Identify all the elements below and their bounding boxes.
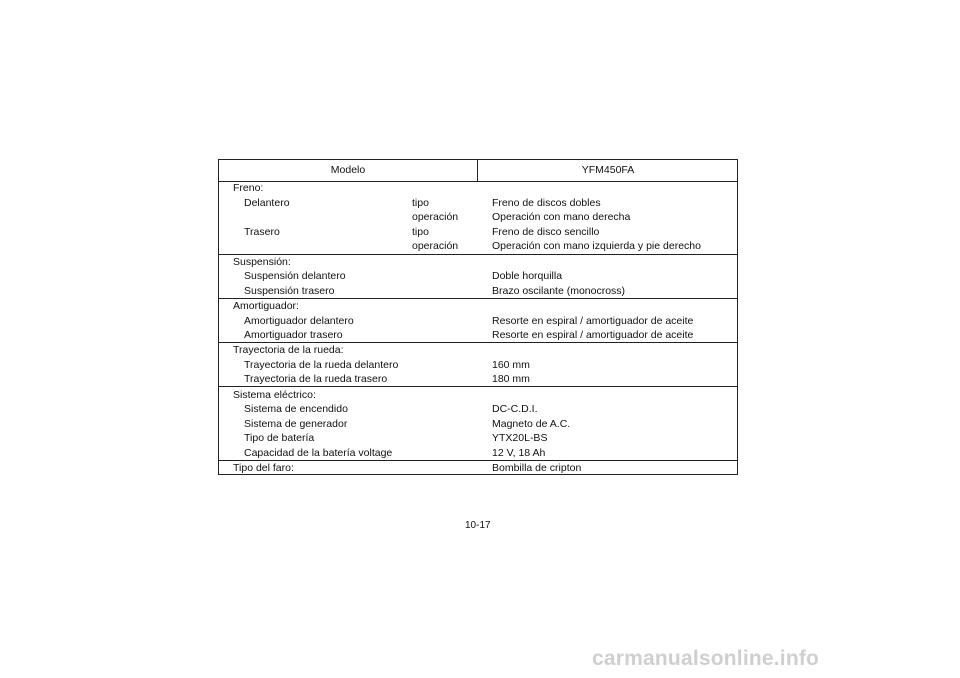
generador-label: Sistema de generador	[244, 418, 348, 430]
amortiguador-delantero-label: Amortiguador delantero	[244, 315, 354, 327]
encendido-label: Sistema de encendido	[244, 403, 348, 415]
amortiguador-title: Amortiguador:	[233, 300, 299, 312]
spec-table	[218, 159, 738, 475]
bateria-value: YTX20L-BS	[492, 432, 548, 444]
trayectoria-delantero-value: 160 mm	[492, 359, 530, 371]
electrico-divider	[219, 460, 737, 461]
trayectoria-delantero-label: Trayectoria de la rueda delantero	[244, 359, 399, 371]
suspension-trasero-label: Suspensión trasero	[244, 285, 335, 297]
freno-delantero-op-key: operación	[412, 211, 459, 223]
trayectoria-title: Trayectoria de la rueda:	[233, 344, 344, 356]
model-value: YFM450FA	[581, 164, 635, 176]
suspension-trasero-value: Brazo oscilante (monocross)	[492, 285, 626, 297]
suspension-delantero-label: Suspensión delantero	[244, 270, 346, 282]
suspension-divider	[219, 298, 737, 299]
amortiguador-delantero-value: Resorte en espiral / amortiguador de aceite	[492, 315, 694, 327]
electrico-title: Sistema eléctrico:	[233, 389, 316, 401]
freno-delantero-tipo-key: tipo	[412, 197, 429, 209]
header-divider	[219, 181, 737, 182]
freno-title: Freno:	[233, 182, 264, 194]
freno-delantero-tipo-value: Freno de discos dobles	[492, 197, 601, 209]
generador-value: Magneto de A.C.	[492, 418, 571, 430]
model-label: Modelo	[330, 164, 366, 176]
page-number: 10-17	[465, 520, 491, 531]
encendido-value: DC-C.D.I.	[492, 403, 538, 415]
trayectoria-divider	[219, 386, 737, 387]
freno-trasero-tipo-value: Freno de disco sencillo	[492, 226, 600, 238]
amortiguador-trasero-label: Amortiguador trasero	[244, 329, 343, 341]
amortiguador-divider	[219, 342, 737, 343]
suspension-title: Suspensión:	[233, 256, 291, 268]
freno-delantero-op-value: Operación con mano derecha	[492, 211, 631, 223]
faro-value: Bombilla de cripton	[492, 462, 582, 474]
capacidad-value: 12 V, 18 Ah	[492, 447, 546, 459]
capacidad-label: Capacidad de la batería voltage	[244, 447, 393, 459]
freno-trasero-tipo-key: tipo	[412, 226, 429, 238]
freno-trasero-label: Trasero	[244, 226, 280, 238]
faro-label: Tipo del faro:	[233, 462, 294, 474]
trayectoria-trasero-label: Trayectoria de la rueda trasero	[244, 373, 388, 385]
freno-divider	[219, 254, 737, 255]
suspension-delantero-value: Doble horquilla	[492, 270, 563, 282]
freno-trasero-op-value: Operación con mano izquierda y pie derecho	[492, 240, 701, 252]
bateria-label: Tipo de batería	[244, 432, 315, 444]
trayectoria-trasero-value: 180 mm	[492, 373, 530, 385]
watermark: carmanualsonline.info	[592, 647, 820, 670]
freno-delantero-label: Delantero	[244, 197, 290, 209]
amortiguador-trasero-value: Resorte en espiral / amortiguador de aceite	[492, 329, 694, 341]
freno-trasero-op-key: operación	[412, 240, 459, 252]
